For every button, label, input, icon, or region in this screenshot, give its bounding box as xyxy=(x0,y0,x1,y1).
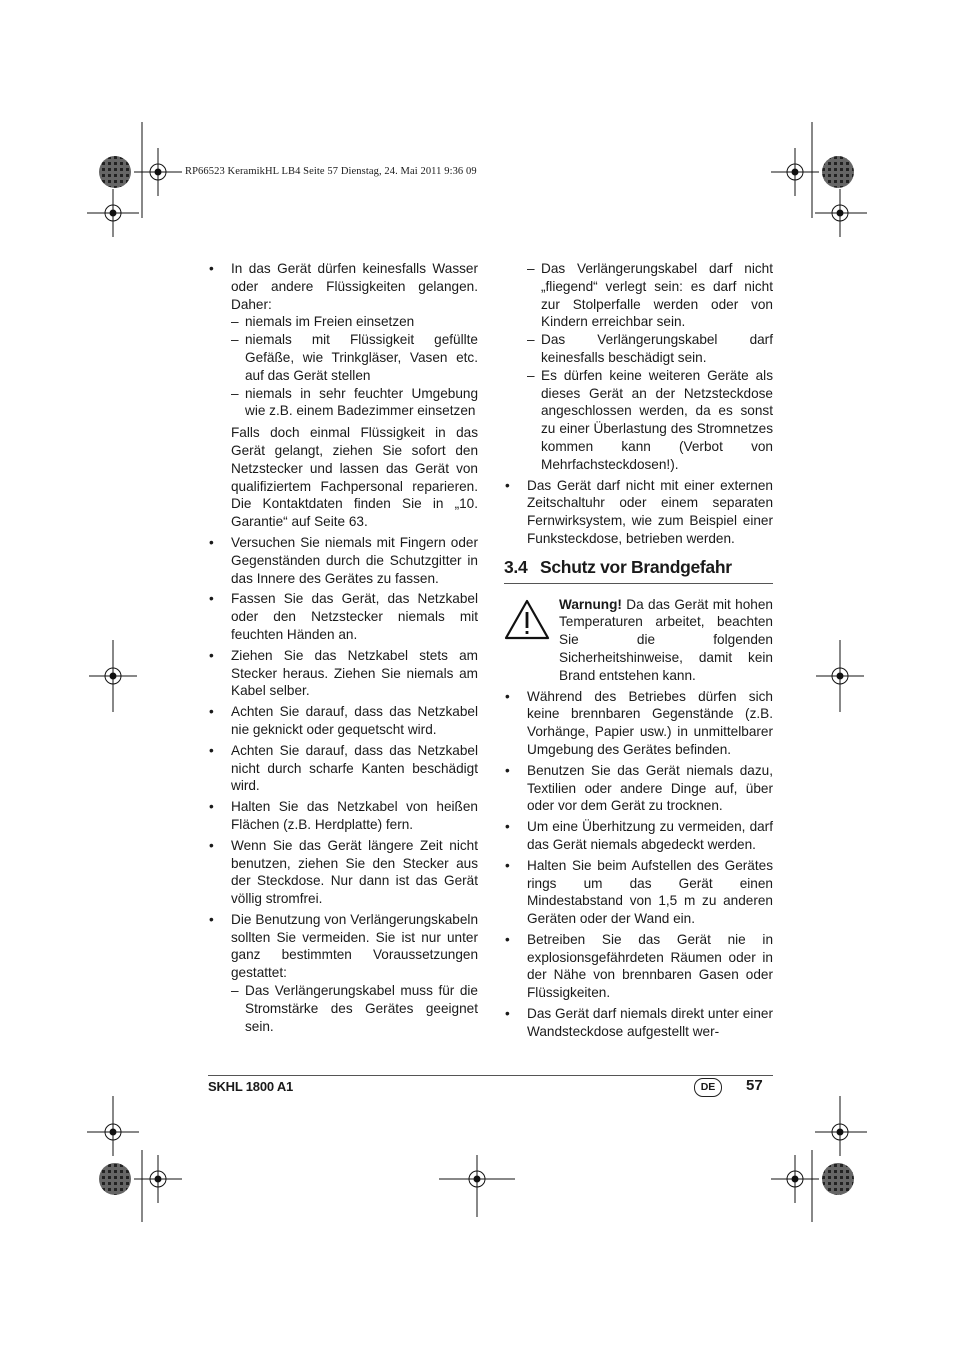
page-number: 57 xyxy=(746,1077,763,1094)
section-heading xyxy=(504,556,773,584)
list-item-text: Die Benutzung von Verlängerungskabeln sollten Sie vermeiden. Sie ist nur unter ganz bestimmten Voraussetzungen gestattet: xyxy=(231,911,478,981)
list-item: • Fassen Sie das Gerät, das Netzkabel oder den Netzstecker niemals mit feuchten Händen an. xyxy=(208,590,478,643)
list-item: • Wenn Sie das Gerät längere Zeit nicht benutzen, ziehen Sie den Stecker aus der Steckdose. Nur dann ist das Gerät völlig stromfrei. xyxy=(208,837,478,908)
list-item: • Das Gerät darf niemals direkt unter einer Wandsteckdose aufgestellt wer- xyxy=(504,1005,773,1041)
paragraph: Falls doch einmal Flüssigkeit in das Gerät gelangt, ziehen Sie sofort den Netzstecker und lassen das Gerät von qualifiziertem Fachpersonal reparieren. Die Kontaktdaten finden Sie in „10. Garantie“ auf Seite 63. xyxy=(231,425,478,530)
list-item: • Benutzen Sie das Gerät niemals dazu, Textilien oder andere Dinge auf, über oder vor dem Gerät zu trocknen. xyxy=(504,762,773,815)
sub-list-item: – niemals mit Flüssigkeit gefüllte Gefäße, wie Trinkgläser, Vasen etc. auf das Gerät stellen xyxy=(231,331,478,384)
print-header: RP66523 KeramikHL LB4 Seite 57 Dienstag, 24. Mai 2011 9:36 09 xyxy=(185,166,477,177)
footer-rule xyxy=(208,1075,773,1076)
list-item-text: In das Gerät dürfen keinesfalls Wasser oder andere Flüssigkeiten gelangen. Daher: xyxy=(231,261,478,312)
warning-text: Da das Gerät mit hohen Temperaturen arbeitet, beachten Sie die folgenden Sicherheitshinweise, damit kein Brand entstehen kann. xyxy=(559,596,773,683)
sub-list-item: – Das Verlängerungskabel darf keinesfalls beschädigt sein. xyxy=(527,331,773,367)
warning-block xyxy=(504,596,773,685)
warning-triangle-icon xyxy=(504,598,550,640)
list-item: • Halten Sie das Netzkabel von heißen Flächen (z.B. Herdplatte) fern. xyxy=(208,798,478,834)
list-item: • Betreiben Sie das Gerät nie in explosionsgefährdeten Räumen oder in der Nähe von brennbaren Gasen oder Flüssigkeiten. xyxy=(504,931,773,1002)
section-number: 3.4 xyxy=(504,556,528,577)
list-item: • Versuchen Sie niemals mit Fingern oder Gegenständen durch die Schutzgitter in das Innere des Gerätes zu fassen. xyxy=(208,534,478,587)
list-item: • Das Gerät darf nicht mit einer externen Zeitschaltuhr oder einem separaten Fernwirksystem, wie zum Beispiel einer Funksteckdose, betrieben werden. xyxy=(504,477,773,548)
list-item xyxy=(208,260,478,420)
sub-list-item: – Es dürfen keine weiteren Geräte als dieses Gerät an der Netzsteckdose angeschlossen werden, da es sonst zu einer Überlastung des Stromnetzes kommen kann (Verbot von Mehrfachsteckdosen!). xyxy=(527,367,773,474)
list-item: • Achten Sie darauf, dass das Netzkabel nicht durch scharfe Kanten beschädigt wird. xyxy=(208,742,478,795)
list-item: • Während des Betriebes dürfen sich keine brennbaren Gegenstände (z.B. Vorhänge, Papier usw.) in unmittelbarer Umgebung des Gerätes befinden. xyxy=(504,688,773,759)
sub-list-item: – Das Verlängerungskabel muss für die Stromstärke des Gerätes geeignet sein. xyxy=(231,982,478,1035)
sub-list-item: – niemals im Freien einsetzen xyxy=(231,313,478,331)
right-column xyxy=(504,260,773,1044)
left-column xyxy=(208,260,478,1038)
sub-list-item: – Das Verlängerungskabel darf nicht „fliegend“ verlegt sein: es darf nicht zur Stolperfalle werden oder von Kindern erreichbar sein. xyxy=(527,260,773,331)
footer-model: SKHL 1800 A1 xyxy=(208,1079,294,1094)
list-item: • Um eine Überhitzung zu vermeiden, darf das Gerät niemals abgedeckt werden. xyxy=(504,818,773,854)
list-item: • Achten Sie darauf, dass das Netzkabel nie geknickt oder gequetscht wird. xyxy=(208,703,478,739)
list-item xyxy=(208,911,478,1036)
warning-label: Warnung! xyxy=(559,596,622,612)
language-badge: DE xyxy=(694,1078,722,1097)
sub-list-item: – niemals in sehr feuchter Umgebung wie z.B. einem Badezimmer einsetzen xyxy=(231,385,478,421)
section-title: Schutz vor Brandgefahr xyxy=(540,556,732,577)
list-item: • Ziehen Sie das Netzkabel stets am Stecker heraus. Ziehen Sie niemals am Kabel selber. xyxy=(208,647,478,700)
list-item: • Halten Sie beim Aufstellen des Gerätes rings um das Gerät einen Mindestabstand von 1,5 m zu anderen Geräten oder der Wand ein. xyxy=(504,857,773,928)
